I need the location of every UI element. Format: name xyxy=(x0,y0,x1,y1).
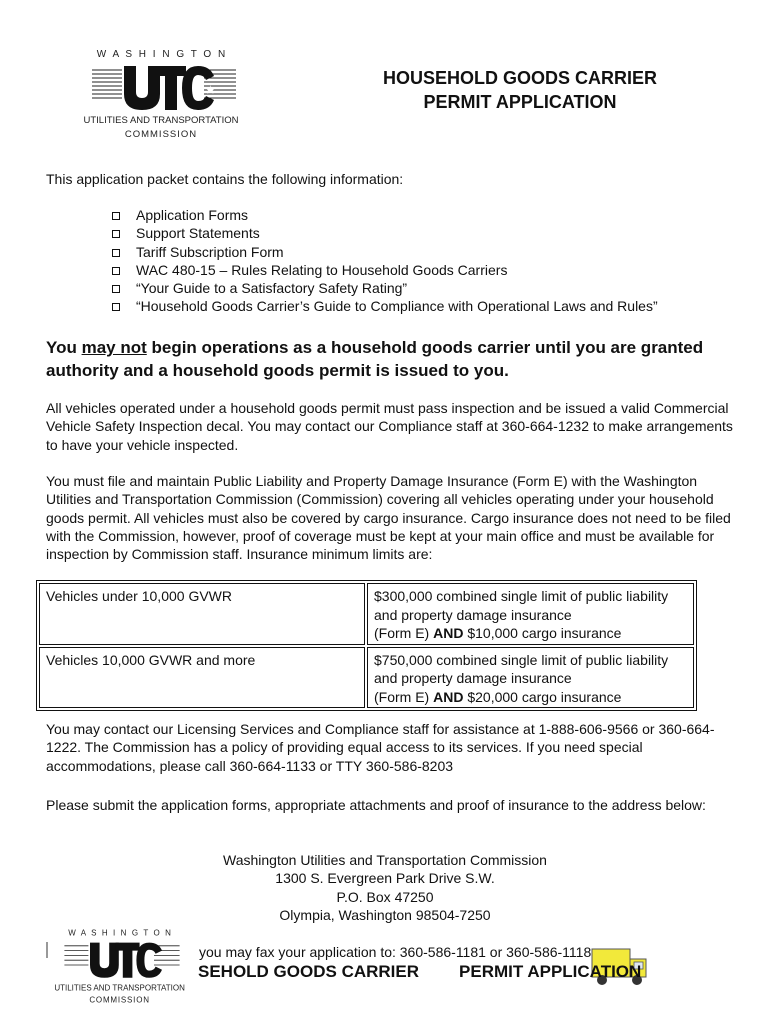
warning-pre: You xyxy=(46,338,82,357)
warning-underlined: may not xyxy=(81,338,147,357)
logo-line2-text: COMMISSION xyxy=(124,129,198,140)
list-item xyxy=(112,261,658,279)
utc-logo xyxy=(64,44,264,144)
limit-cargo: $10,000 cargo insurance xyxy=(463,625,622,641)
insurance-paragraph: You must file and maintain Public Liability and Property Damage Insurance (Form E) with the Washington Utilities and Transportation Commission (Commission) covering all vehicles operating under your household goods permit. All vehicles must also be covered by cargo insurance. Cargo insurance does not need to be filed with the Commission, however, proof of coverage must be kept at your main office and must be available for inspection by Commission staff. Insurance minimum limits are: xyxy=(46,473,731,563)
title-line-1: HOUSEHOLD GOODS CARRIER xyxy=(382,68,658,88)
insurance-limit-cell xyxy=(367,647,694,709)
limit-form-label: (Form E) xyxy=(374,688,434,705)
checkbox-square-icon xyxy=(112,303,120,311)
star-icon: ★ xyxy=(205,83,216,97)
contact-paragraph: You may contact our Licensing Services and Compliance staff for assistance at 1-888-606-9566 or 360-664-1222. The Commission has a policy of providing equal access to its services. If you need special accommodations, please call 360-664-1133 or TTY 360-586-8203 xyxy=(46,721,715,774)
list-item xyxy=(112,297,658,315)
limit-and: AND xyxy=(433,688,464,705)
limit-line xyxy=(374,624,687,643)
limit-line xyxy=(374,688,687,707)
address-line: Olympia, Washington 98504-7250 xyxy=(279,906,491,923)
limit-line: and property damage insurance xyxy=(374,606,572,623)
logo-line1-text: UTILITIES AND TRANSPORTATION xyxy=(83,115,239,126)
inspection-paragraph: All vehicles operated under a household goods permit must pass inspection and be issued a valid Commercial Vehicle Safety Inspection decal. You may contact our Compliance staff at 360-664-1232 to make arrangements to have your vehicle inspected. xyxy=(46,400,733,453)
insurance-limits-table xyxy=(36,580,697,711)
limit-and: AND xyxy=(433,625,464,641)
list-item-label: Support Statements xyxy=(136,225,260,242)
checkbox-square-icon xyxy=(112,267,120,275)
submit-paragraph: Please submit the application forms, appropriate attachments and proof of insurance to the address below: xyxy=(46,797,706,813)
vehicle-class-cell: Vehicles under 10,000 GVWR xyxy=(39,583,365,645)
checkbox-square-icon xyxy=(112,230,120,238)
address-line: Washington Utilities and Transportation Commission xyxy=(223,852,547,868)
limit-line: $300,000 combined single limit of public liability xyxy=(374,588,669,604)
limit-cargo: $20,000 cargo insurance xyxy=(463,688,622,705)
checkbox-square-icon xyxy=(112,285,120,293)
list-item xyxy=(112,279,658,297)
footer-title xyxy=(198,962,641,982)
logo-line2-text: COMMISSION xyxy=(89,995,150,1005)
checkbox-square-icon xyxy=(112,249,120,257)
limit-line: $750,000 combined single limit of public liability xyxy=(374,651,669,668)
insurance-limit-cell xyxy=(367,583,694,645)
warning-post: begin operations as a household goods carrier until you are granted authority and a household goods permit is issued to you. xyxy=(46,338,704,380)
limit-line: and property damage insurance xyxy=(374,670,572,686)
utc-logo-footer xyxy=(42,925,202,1005)
address-line: P.O. Box 47250 xyxy=(336,888,434,905)
list-item-label: WAC 480-15 – Rules Relating to Household Goods Carriers xyxy=(136,261,508,278)
logo-line1-text: UTILITIES AND TRANSPORTATION xyxy=(54,983,185,993)
logo-state-text: W A S H I N G T O N xyxy=(96,49,228,60)
vehicle-class-cell: Vehicles 10,000 GVWR and more xyxy=(39,647,365,709)
address-line: 1300 S. Evergreen Park Drive S.W. xyxy=(275,870,495,887)
intro-text: This application packet contains the following information: xyxy=(46,171,404,187)
list-item xyxy=(112,206,658,224)
page-title xyxy=(340,66,700,114)
list-item-label: Tariff Subscription Form xyxy=(136,243,284,260)
limit-form-label: (Form E) xyxy=(374,625,434,641)
table-row xyxy=(39,583,694,645)
table-row xyxy=(39,647,694,709)
list-item xyxy=(112,224,658,242)
list-item xyxy=(112,243,658,261)
footer-left-text: SEHOLD GOODS CARRIER xyxy=(198,962,420,981)
list-item-label: Application Forms xyxy=(136,207,249,223)
title-line-2: PERMIT APPLICATION xyxy=(423,92,617,112)
packet-contents-list xyxy=(112,206,658,316)
footer-right-text: PERMIT APPLICATION xyxy=(459,962,642,981)
mailing-address xyxy=(180,851,590,924)
list-item-label: “Household Goods Carrier’s Guide to Compliance with Operational Laws and Rules” xyxy=(136,298,658,315)
authority-warning xyxy=(46,336,726,382)
logo-state-text: W A S H I N G T O N xyxy=(68,928,173,938)
list-item-label: “Your Guide to a Satisfactory Safety Rating” xyxy=(136,280,408,297)
checkbox-square-icon xyxy=(112,212,120,220)
fax-instructions: you may fax your application to: 360-586-1181 or 360-586-1118 xyxy=(199,944,592,960)
